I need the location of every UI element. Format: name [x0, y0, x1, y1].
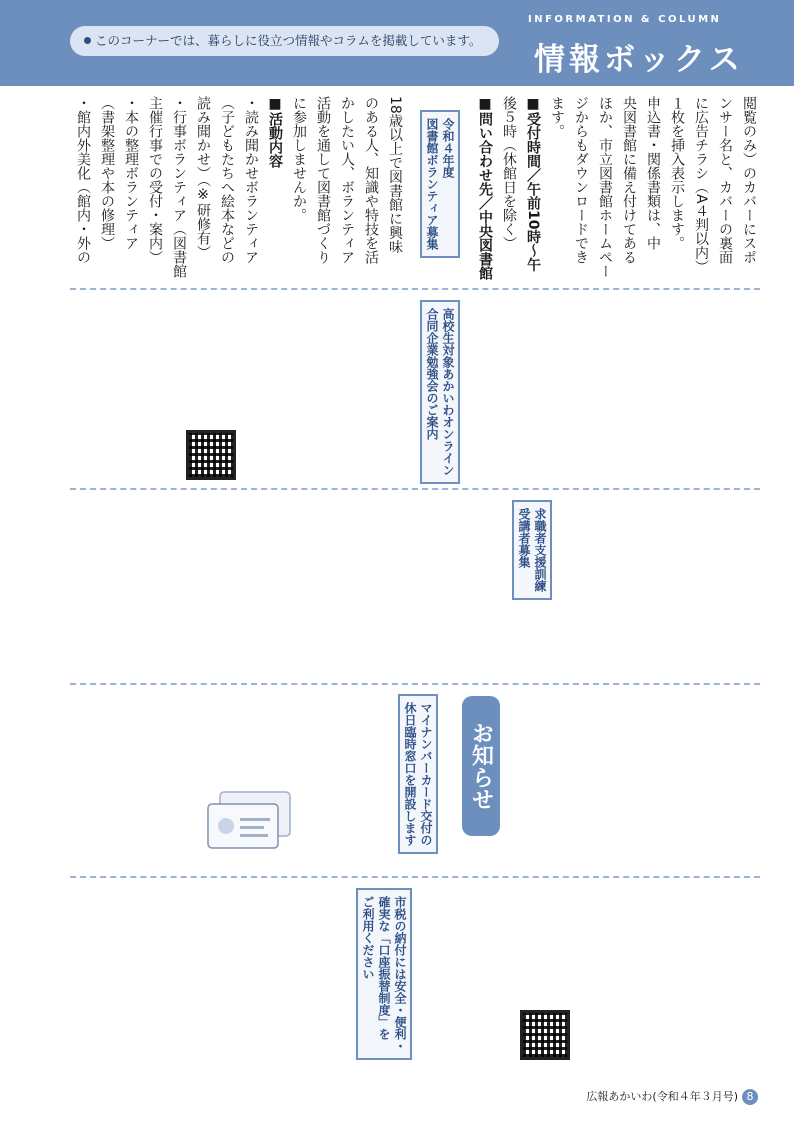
page-footer [586, 1088, 758, 1105]
text-column: ■活動内容 [267, 96, 283, 168]
library-volunteer-heading: 令和４年度 図書館ボランティア募集 [420, 110, 460, 258]
text-column: 読み聞かせ）（※研修有） [195, 96, 211, 259]
page-title: 情報ボックス [534, 42, 744, 78]
text-column: ほか、市立図書館ホームペー [597, 96, 613, 278]
section-divider [70, 683, 760, 685]
mynumber-card-icon [206, 790, 294, 852]
notice-text: このコーナーでは、暮らしに役立つ情報やコラムを掲載しています。 [95, 33, 482, 48]
text-column: ンサー名と、カバーの裏面 [717, 96, 733, 264]
text-column: ・読み聞かせボランティア [243, 96, 259, 264]
text-column: のある人、知識や特技を活 [363, 96, 379, 264]
bullet-icon [84, 37, 91, 44]
text-column: 閲覧のみ）のカバーにスポ [741, 96, 757, 264]
text-column: 18歳以上で図書館に興味 [387, 96, 403, 254]
text-column: に広告チラシ（A４判以内） [693, 96, 709, 274]
tax-heading: 市税の納付には安全・便利・ 確実な「口座振替制度」を ご利用ください [356, 888, 412, 1060]
text-column: ・館内外美化（館内・外の [75, 96, 91, 264]
text-column: かしたい人、ボランティア [339, 96, 355, 264]
text-column: 主催行事での受付・案内） [147, 96, 163, 264]
notice-label: お知らせ [462, 696, 500, 836]
section-divider [70, 488, 760, 490]
text-column: に参加しませんか。 [291, 96, 307, 222]
text-column: 申込書・関係書類は、中 [645, 96, 661, 250]
text-column: （書架整理や本の修理） [99, 96, 115, 250]
text-column: ・本の整理ボランティア [123, 96, 139, 250]
text-column: ジからもダウンロードでき [573, 96, 589, 264]
text-column: 後５時（休館日を除く） [501, 96, 517, 250]
text-column: ・行事ボランティア（図書館 [171, 96, 187, 278]
section-divider [70, 288, 760, 290]
publication-name: 広報あかいわ(令和４年３月号) [586, 1090, 738, 1103]
page-number: 8 [742, 1089, 758, 1105]
text-column: 央図書館に備え付けてある [621, 96, 637, 264]
qr-code-icon[interactable] [186, 430, 236, 480]
text-column: ■受付時間／午前10時～午 [525, 96, 541, 272]
qr-code-icon[interactable] [520, 1010, 570, 1060]
text-column: ます。 [549, 96, 565, 138]
job-fair-heading: 高校生対象あかいわオンライン 合同企業勉強会のご案内 [420, 300, 460, 484]
mynumber-heading: マイナンバーカード交付の 休日臨時窓口を開設します [398, 694, 438, 854]
header-band [0, 0, 794, 86]
text-column: ■問い合わせ先／中央図書館 [477, 96, 493, 280]
text-column: （子どもたちへ絵本などの [219, 96, 235, 264]
job-training-heading: 求職者支援訓練 受講者募集 [512, 500, 552, 600]
section-divider [70, 876, 760, 878]
notice-banner [70, 26, 499, 56]
text-column: 活動を通して図書館づくり [315, 96, 331, 264]
text-column: １枚を挿入表示します。 [669, 96, 685, 250]
english-subtitle: INFORMATION & COLUMN [528, 14, 722, 25]
